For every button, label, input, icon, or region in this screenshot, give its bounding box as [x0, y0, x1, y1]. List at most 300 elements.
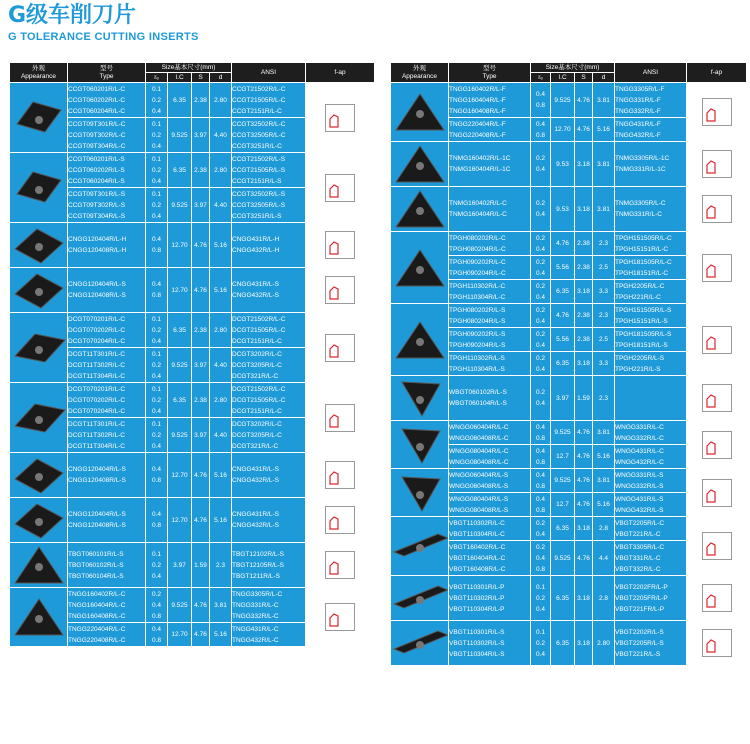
- ansi-code: DCGT21505R/L-C: [232, 396, 286, 404]
- page-title-block: [8, 2, 748, 44]
- ansi-cell: [615, 142, 687, 187]
- ansi-code: TNGG432R/L-F: [615, 131, 661, 139]
- insert-appearance: [10, 588, 68, 647]
- re-value: 0.4: [535, 447, 546, 455]
- ansi-code: VBGT3305R/L-C: [615, 543, 665, 551]
- fap-chart: [702, 254, 732, 282]
- fap-area-icon: [703, 585, 731, 611]
- re-value: 0.2: [535, 389, 546, 396]
- ic-value: 6.35: [551, 621, 575, 666]
- header-appearance: [391, 63, 449, 83]
- re-value: 0.2: [151, 131, 162, 139]
- ic-value: 3.97: [551, 376, 575, 421]
- ansi-cell: [232, 118, 306, 153]
- insert-type: TNGG160408R/L-C: [68, 612, 126, 620]
- insert-type: TNGG220404R/L-C: [68, 625, 126, 633]
- ansi-cell: [615, 280, 687, 304]
- header-re: rₑ: [531, 73, 551, 83]
- ansi-code: WNGG332R/L-C: [615, 434, 664, 442]
- ansi-code: VBGT2202FR/L-P: [615, 583, 668, 591]
- fap-area-icon: [326, 277, 354, 303]
- ansi-code: TNGG331R/L-C: [232, 601, 279, 609]
- ansi-cell: [615, 187, 687, 232]
- re-value: 0.2: [151, 590, 162, 598]
- d-value: 5.16: [210, 223, 232, 268]
- page-title: G级车削刀片: [8, 3, 137, 28]
- s-value: 4.76: [575, 83, 593, 118]
- ansi-code: VBGT221R/L-C: [615, 530, 661, 538]
- insert-type: DCGT11T304R/L-C: [68, 442, 125, 450]
- d-value: 3.3: [593, 280, 615, 304]
- re-cell: [146, 153, 168, 188]
- insert-type: CCGT060204R/L-S: [68, 177, 125, 185]
- re-value: 0.4: [535, 530, 546, 538]
- ansi-cell: [232, 83, 306, 118]
- fap-chart-cell: [687, 187, 747, 232]
- re-value: 0.1: [151, 85, 162, 93]
- table-row: [10, 223, 375, 268]
- ansi-code: TPGH221R/L-S: [615, 365, 661, 373]
- ansi-code: CNGG431R/L-S: [232, 466, 279, 473]
- fap-chart: [702, 150, 732, 178]
- ansi-code: TPGH221R/L-C: [615, 293, 661, 301]
- ansi-code: DCGT321R/L-C: [232, 442, 279, 450]
- fap-area-icon: [326, 604, 354, 630]
- re-value: 0.2: [151, 201, 162, 209]
- insert-type: TBGT060101R/L-S: [68, 550, 124, 558]
- ansi-cell: [615, 493, 687, 517]
- d-value: 5.16: [593, 118, 615, 142]
- ic-value: 9.525: [551, 83, 575, 118]
- insert-chip-icon: [11, 166, 67, 210]
- insert-type: VBGT110302R/L-P: [449, 594, 505, 602]
- ansi-code: VBGT2202R/L-S: [615, 628, 664, 636]
- ansi-code: WNGG331R/L-C: [615, 423, 664, 431]
- ansi-code: DCGT321R/L-C: [232, 372, 279, 380]
- s-value: 4.76: [192, 223, 210, 268]
- fap-area-icon: [703, 255, 731, 281]
- fap-chart-cell: [687, 621, 747, 666]
- re-value: 0.4: [535, 554, 546, 562]
- s-value: 4.76: [575, 421, 593, 445]
- fap-area-icon: [326, 507, 354, 533]
- re-cell: [146, 118, 168, 153]
- insert-type-cell: [449, 517, 531, 541]
- insert-type: CCGT09T301R/L-C: [68, 120, 126, 128]
- ansi-cell: [615, 517, 687, 541]
- table-row: [391, 187, 747, 232]
- ansi-code: CNGG432R/L-S: [232, 522, 279, 529]
- ic-value: 6.35: [168, 153, 192, 188]
- insert-type-cell: [68, 383, 146, 418]
- ic-value: 12.70: [551, 118, 575, 142]
- fap-chart: [702, 629, 732, 657]
- insert-type: CCGT09T304R/L-C: [68, 142, 126, 150]
- insert-type-cell: [449, 256, 531, 280]
- re-value: 0.4: [151, 442, 162, 450]
- s-value: 3.18: [575, 621, 593, 666]
- s-value: 3.18: [575, 187, 593, 232]
- fap-chart: [325, 174, 355, 202]
- s-value: 1.59: [575, 376, 593, 421]
- insert-type: WBGT060102R/L-S: [449, 389, 507, 396]
- insert-appearance: [10, 543, 68, 588]
- insert-type: CCGT09T304R/L-S: [68, 212, 126, 220]
- fap-chart: [702, 431, 732, 459]
- re-cell: [146, 223, 168, 268]
- d-value: 2.80: [210, 83, 232, 118]
- fap-chart: [325, 551, 355, 579]
- fap-area-icon: [703, 99, 731, 125]
- insert-chip-icon: [11, 268, 67, 312]
- ansi-code: CNGG431R/L-S: [232, 281, 279, 288]
- fap-chart: [702, 98, 732, 126]
- re-value: 0.2: [535, 200, 546, 207]
- table-row: [10, 383, 375, 418]
- ansi-code: CNGG432R/L-S: [232, 477, 279, 484]
- fap-area-icon: [326, 405, 354, 431]
- insert-type-cell: [68, 83, 146, 118]
- insert-type: DCGT11T302R/L-C: [68, 361, 125, 369]
- fap-area-icon: [703, 151, 731, 177]
- ansi-cell: [615, 576, 687, 621]
- header-fap: f-ap: [687, 63, 747, 83]
- header-type: [449, 63, 531, 83]
- insert-type: TPGH090204R/L-S: [449, 341, 506, 349]
- ansi-code: TPGH151505R/L-S: [615, 306, 672, 314]
- insert-type: CNGG120408R/L-S: [68, 522, 126, 529]
- re-value: 0.4: [535, 423, 546, 431]
- fap-area-icon: [703, 196, 731, 222]
- re-value: 0.2: [151, 396, 162, 404]
- ansi-code: CNGG431R/L-S: [232, 511, 279, 518]
- insert-appearance: [10, 498, 68, 543]
- insert-type: TNGG160402R/L-F: [449, 85, 506, 93]
- fap-chart: [702, 532, 732, 560]
- d-value: 5.16: [210, 268, 232, 313]
- re-cell: [531, 280, 551, 304]
- insert-type-cell: [449, 421, 531, 445]
- re-value: 0.4: [151, 601, 162, 609]
- s-value: 2.38: [575, 328, 593, 352]
- right-insert-table: [390, 62, 747, 666]
- table-row: [10, 268, 375, 313]
- fap-chart-cell: [687, 517, 747, 576]
- fap-chart: [325, 231, 355, 259]
- ansi-cell: [232, 383, 306, 418]
- header-ansi: ANSI: [232, 63, 306, 83]
- insert-chip-icon: [11, 543, 67, 587]
- d-value: 3.81: [593, 187, 615, 232]
- insert-type: TNMG160402R/L-1C: [449, 155, 511, 162]
- insert-type: TPGH110302R/L-S: [449, 354, 505, 362]
- d-value: 3.81: [593, 83, 615, 118]
- re-value: 0.1: [535, 583, 546, 591]
- re-cell: [531, 421, 551, 445]
- ansi-code: TPGH181505R/L-C: [615, 258, 672, 266]
- re-value: 0.4: [535, 293, 546, 301]
- ic-value: 9.525: [168, 418, 192, 453]
- table-row: [391, 376, 747, 421]
- s-value: 2.38: [192, 313, 210, 348]
- insert-chip-icon: [11, 223, 67, 267]
- ic-value: 12.70: [168, 453, 192, 498]
- header-re: rₑ: [146, 73, 168, 83]
- re-value: 0.4: [151, 107, 162, 115]
- header-type-zh: 型号: [100, 64, 113, 72]
- re-value: 0.4: [535, 650, 546, 658]
- table-row: [391, 83, 747, 118]
- ic-value: 12.70: [168, 498, 192, 543]
- ansi-code: DCGT2151R/L-C: [232, 337, 282, 345]
- fap-chart-cell: [687, 232, 747, 304]
- ic-value: 3.97: [168, 543, 192, 588]
- insert-type: TNGG160404R/L-F: [449, 96, 506, 104]
- re-value: 0.1: [151, 350, 162, 358]
- insert-appearance: [391, 621, 449, 666]
- s-value: 3.97: [192, 348, 210, 383]
- header-type-en: Type: [482, 72, 497, 80]
- insert-type: TPGH090202R/L-C: [449, 258, 506, 266]
- ic-value: 9.525: [168, 118, 192, 153]
- fap-chart-cell: [306, 543, 375, 588]
- fap-chart-cell: [306, 83, 375, 153]
- d-value: 2.80: [210, 153, 232, 188]
- table-row: [10, 313, 375, 348]
- ansi-cell: [615, 328, 687, 352]
- re-cell: [146, 188, 168, 223]
- ansi-cell: [615, 469, 687, 493]
- re-value: 0.4: [535, 341, 546, 349]
- re-cell: [146, 543, 168, 588]
- d-value: 3.81: [593, 469, 615, 493]
- re-value: 0.2: [535, 330, 546, 338]
- re-cell: [531, 376, 551, 421]
- re-value: 0.2: [535, 234, 546, 242]
- fap-area-icon: [326, 335, 354, 361]
- insert-chip-icon: [11, 453, 67, 497]
- re-value: 0.2: [151, 96, 162, 104]
- ansi-cell: [615, 118, 687, 142]
- re-value: 0.8: [535, 458, 546, 466]
- insert-type-cell: [449, 621, 531, 666]
- ansi-code: VBGT2205R/L-C: [615, 519, 665, 527]
- table-row: [10, 153, 375, 188]
- ansi-code: TNMG331R/L-1C: [615, 166, 666, 173]
- ansi-cell: [615, 304, 687, 328]
- re-value: 0.1: [151, 155, 162, 163]
- insert-type-cell: [68, 498, 146, 543]
- fap-chart: [325, 603, 355, 631]
- header-size: Size基本尺寸(mm): [531, 63, 615, 73]
- insert-type-cell: [68, 223, 146, 268]
- ansi-code: TPGH15151R/L-S: [615, 317, 668, 325]
- insert-type: CNGG120404R/L-S: [68, 281, 126, 288]
- fap-chart-cell: [687, 576, 747, 621]
- fap-chart: [325, 404, 355, 432]
- table-row: [391, 576, 747, 621]
- ic-value: 4.76: [551, 304, 575, 328]
- fap-area-icon: [326, 175, 354, 201]
- fap-chart-cell: [306, 153, 375, 223]
- ansi-code: WNGG331R/L-S: [615, 471, 664, 479]
- s-value: 3.97: [192, 418, 210, 453]
- s-value: 2.38: [575, 256, 593, 280]
- insert-type-cell: [68, 453, 146, 498]
- insert-type-cell: [449, 118, 531, 142]
- fap-chart-cell: [306, 268, 375, 313]
- table-row: [10, 83, 375, 118]
- ic-value: 9.525: [551, 421, 575, 445]
- insert-type: VBGT110302R/L-S: [449, 639, 505, 647]
- fap-chart: [325, 104, 355, 132]
- s-value: 4.76: [575, 541, 593, 576]
- s-value: 4.76: [575, 469, 593, 493]
- insert-type-cell: [449, 576, 531, 621]
- insert-type: DCGT070204R/L-C: [68, 337, 126, 345]
- re-value: 0.1: [535, 628, 546, 636]
- re-value: 0.4: [151, 372, 162, 380]
- re-cell: [531, 493, 551, 517]
- re-value: 0.2: [535, 639, 546, 647]
- insert-type-cell: [449, 352, 531, 376]
- insert-appearance: [10, 453, 68, 498]
- ansi-code: CNGG432R/L-H: [232, 247, 280, 254]
- insert-type: CNGG120404R/L-S: [68, 466, 126, 473]
- insert-type: TNGG160404R/L-C: [68, 601, 126, 609]
- re-value: 0.8: [535, 102, 546, 109]
- re-value: 0.4: [151, 625, 162, 633]
- insert-chip-icon: [11, 326, 67, 370]
- insert-type: TPGH080202R/L-C: [449, 234, 506, 242]
- ansi-code: TNGG332R/L-C: [232, 612, 279, 620]
- insert-type-cell: [68, 313, 146, 348]
- insert-type: CNGG120408R/L-H: [68, 247, 127, 254]
- ansi-code: DCGT3202R/L-C: [232, 350, 282, 358]
- ansi-code: [615, 398, 686, 409]
- table-row: [10, 588, 375, 623]
- fap-area-icon: [703, 385, 731, 411]
- ic-value: 9.525: [551, 541, 575, 576]
- insert-type-cell: [68, 188, 146, 223]
- s-value: 4.76: [575, 493, 593, 517]
- ansi-code: TNGG431R/L-C: [232, 625, 279, 633]
- re-value: 0.2: [151, 431, 162, 439]
- insert-type: VBGT110301R/L-P: [449, 583, 505, 591]
- ansi-cell: [232, 268, 306, 313]
- insert-type: TPGH110304R/L-S: [449, 365, 505, 373]
- ansi-code: DCGT21502R/L-C: [232, 315, 286, 323]
- ic-value: 6.35: [168, 383, 192, 418]
- re-value: 0.4: [151, 572, 162, 580]
- insert-type-cell: [68, 153, 146, 188]
- insert-chip-icon: [392, 90, 448, 134]
- ansi-code: WNGG432R/L-S: [615, 506, 664, 514]
- insert-type: WBGT060104R/L-S: [449, 400, 507, 407]
- insert-appearance: [391, 83, 449, 142]
- insert-type: VBGT160408R/L-C: [449, 565, 506, 573]
- re-cell: [146, 623, 168, 647]
- ansi-code: DCGT2151R/L-C: [232, 407, 282, 415]
- re-value: 0.4: [535, 495, 546, 503]
- re-cell: [531, 187, 551, 232]
- ansi-code: TPGH15151R/L-C: [615, 245, 669, 253]
- ansi-code: CNGG431R/L-H: [232, 236, 280, 243]
- ansi-cell: [615, 376, 687, 421]
- re-value: 0.8: [535, 482, 546, 490]
- ansi-code: VBGT221FR/L-P: [615, 605, 665, 613]
- re-value: 0.2: [535, 258, 546, 266]
- re-value: 0.1: [151, 385, 162, 393]
- insert-type: TPGH080204R/L-C: [449, 245, 506, 253]
- insert-type: WNGG060408R/L-S: [449, 482, 509, 490]
- fap-area-icon: [326, 105, 354, 131]
- re-value: 0.2: [535, 282, 546, 290]
- insert-type: TBGT060102R/L-S: [68, 561, 124, 569]
- re-value: 0.4: [535, 91, 546, 98]
- header-ansi: ANSI: [615, 63, 687, 83]
- re-value: 0.4: [535, 120, 546, 128]
- fap-chart-cell: [687, 469, 747, 517]
- re-value: 0.8: [151, 477, 162, 484]
- insert-type: TBGT060104R/L-S: [68, 572, 124, 580]
- table-row: [10, 453, 375, 498]
- s-value: 3.18: [575, 142, 593, 187]
- header-ic: I.C: [168, 73, 192, 83]
- header-type-en: Type: [99, 72, 114, 80]
- fap-chart-cell: [687, 304, 747, 376]
- insert-type: VBGT160404R/L-C: [449, 554, 506, 562]
- fap-chart: [702, 384, 732, 412]
- table-row: [391, 469, 747, 493]
- re-cell: [531, 304, 551, 328]
- re-value: 0.2: [151, 326, 162, 334]
- d-value: 4.40: [210, 118, 232, 153]
- ansi-code: TPGH181505R/L-S: [615, 330, 672, 338]
- d-value: 3.81: [593, 421, 615, 445]
- insert-type: TNGG160402R/L-C: [68, 590, 126, 598]
- header-s: S: [192, 73, 210, 83]
- ic-value: 5.56: [551, 256, 575, 280]
- fap-chart-cell: [306, 453, 375, 498]
- insert-appearance: [391, 376, 449, 421]
- re-value: 0.4: [535, 211, 546, 218]
- d-value: 4.4: [593, 541, 615, 576]
- insert-type: TNGG220404R/L-F: [449, 120, 506, 128]
- header-appearance-en: Appearance: [401, 72, 438, 80]
- header-d: d: [593, 73, 615, 83]
- insert-type-cell: [68, 348, 146, 383]
- ic-value: 4.76: [551, 232, 575, 256]
- ansi-code: TNMG3305R/L-1C: [615, 155, 670, 162]
- re-value: 0.8: [535, 434, 546, 442]
- insert-type-cell: [68, 588, 146, 623]
- s-value: 2.38: [192, 83, 210, 118]
- re-cell: [531, 541, 551, 576]
- d-value: 3.81: [210, 588, 232, 623]
- ansi-code: WNGG431R/L-C: [615, 447, 664, 455]
- re-cell: [531, 445, 551, 469]
- insert-type: CCGT09T302R/L-S: [68, 201, 126, 209]
- ic-value: 6.35: [551, 280, 575, 304]
- re-cell: [531, 328, 551, 352]
- s-value: 4.76: [192, 588, 210, 623]
- re-value: 0.8: [535, 506, 546, 514]
- ansi-code: CCGT2151R/L-S: [232, 177, 282, 185]
- insert-type: DCGT070204R/L-C: [68, 407, 126, 415]
- insert-type: TPGH110304R/L-C: [449, 293, 506, 301]
- ic-value: 9.53: [551, 142, 575, 187]
